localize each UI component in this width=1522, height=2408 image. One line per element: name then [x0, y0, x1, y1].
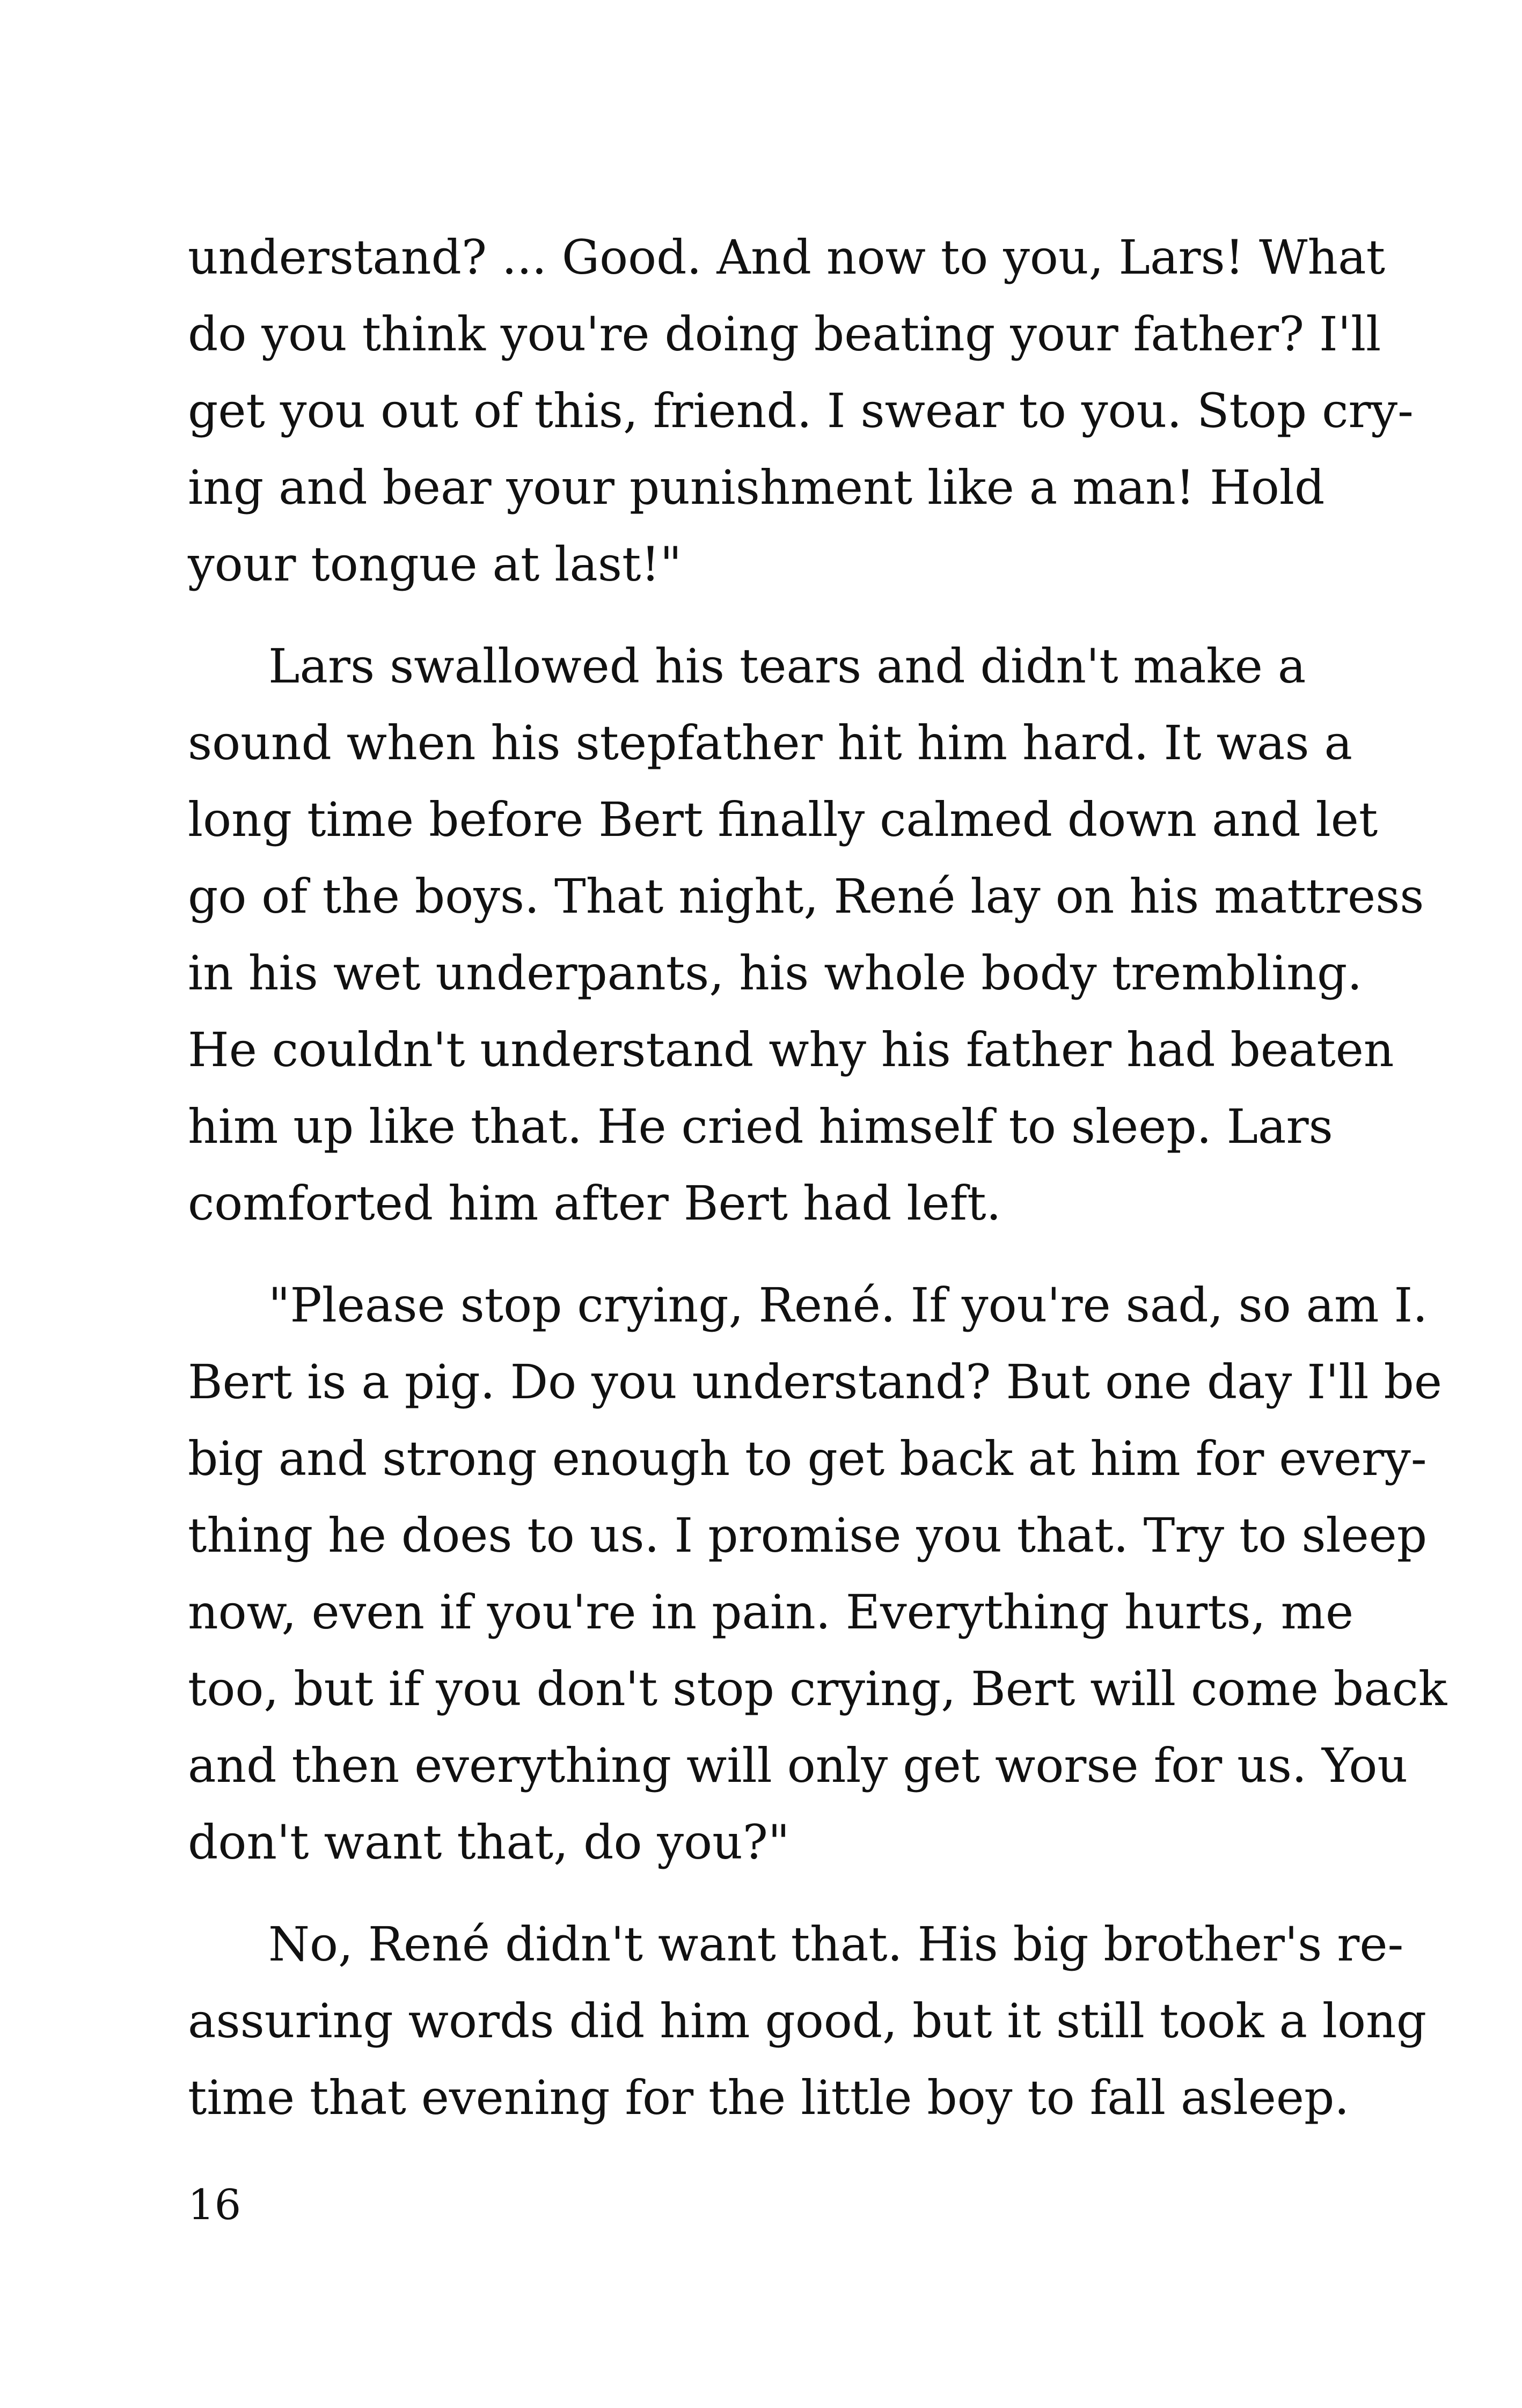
- text-line: understand? ... Good. And now to you, Lars! What: [188, 230, 1385, 285]
- text-line: "Please stop crying, René. If you're sad, so am I.: [268, 1278, 1428, 1333]
- text-line: him up like that. He cried himself to sleep. Lars: [188, 1099, 1333, 1154]
- text-line: your tongue at last!": [188, 537, 682, 592]
- text-line: big and strong enough to get back at him for every-: [188, 1431, 1427, 1486]
- paragraph: [188, 219, 1414, 603]
- paragraph: [188, 1906, 1427, 2136]
- page-number: 16: [188, 2181, 242, 2229]
- text-line: He couldn't understand why his father had beaten: [188, 1022, 1394, 1077]
- body-text: [188, 219, 1447, 2136]
- text-line: time that evening for the little boy to fall asleep.: [188, 2070, 1350, 2125]
- text-line: Lars swallowed his tears and didn't make a: [268, 638, 1306, 694]
- text-line: do you think you're doing beating your father? I'll: [188, 306, 1381, 362]
- text-line: long time before Bert finally calmed down and let: [188, 792, 1378, 847]
- text-line: sound when his stepfather hit him hard. It was a: [188, 715, 1352, 770]
- text-line: assuring words did him good, but it still took a long: [188, 1993, 1427, 2049]
- text-line: thing he does to us. I promise you that. Try to sleep: [188, 1508, 1428, 1563]
- paragraph: [188, 1267, 1447, 1881]
- text-line: in his wet underpants, his whole body trembling.: [188, 945, 1363, 1001]
- text-line: and then everything will only get worse for us. You: [188, 1738, 1408, 1793]
- text-line: ing and bear your punishment like a man! Hold: [188, 460, 1325, 515]
- text-line: get you out of this, friend. I swear to you. Stop cry-: [188, 383, 1414, 438]
- text-line: now, even if you're in pain. Everything hurts, me: [188, 1584, 1354, 1640]
- text-line: No, René didn't want that. His big brother's re-: [268, 1917, 1404, 1972]
- text-line: go of the boys. That night, René lay on his mattress: [188, 869, 1424, 924]
- text-line: don't want that, do you?": [188, 1815, 790, 1870]
- text-line: Bert is a pig. Do you understand? But one day I'll be: [188, 1354, 1442, 1409]
- text-line: too, but if you don't stop crying, Bert will come back: [188, 1661, 1447, 1716]
- text-line: comforted him after Bert had left.: [188, 1176, 1001, 1231]
- paragraph: [188, 628, 1424, 1242]
